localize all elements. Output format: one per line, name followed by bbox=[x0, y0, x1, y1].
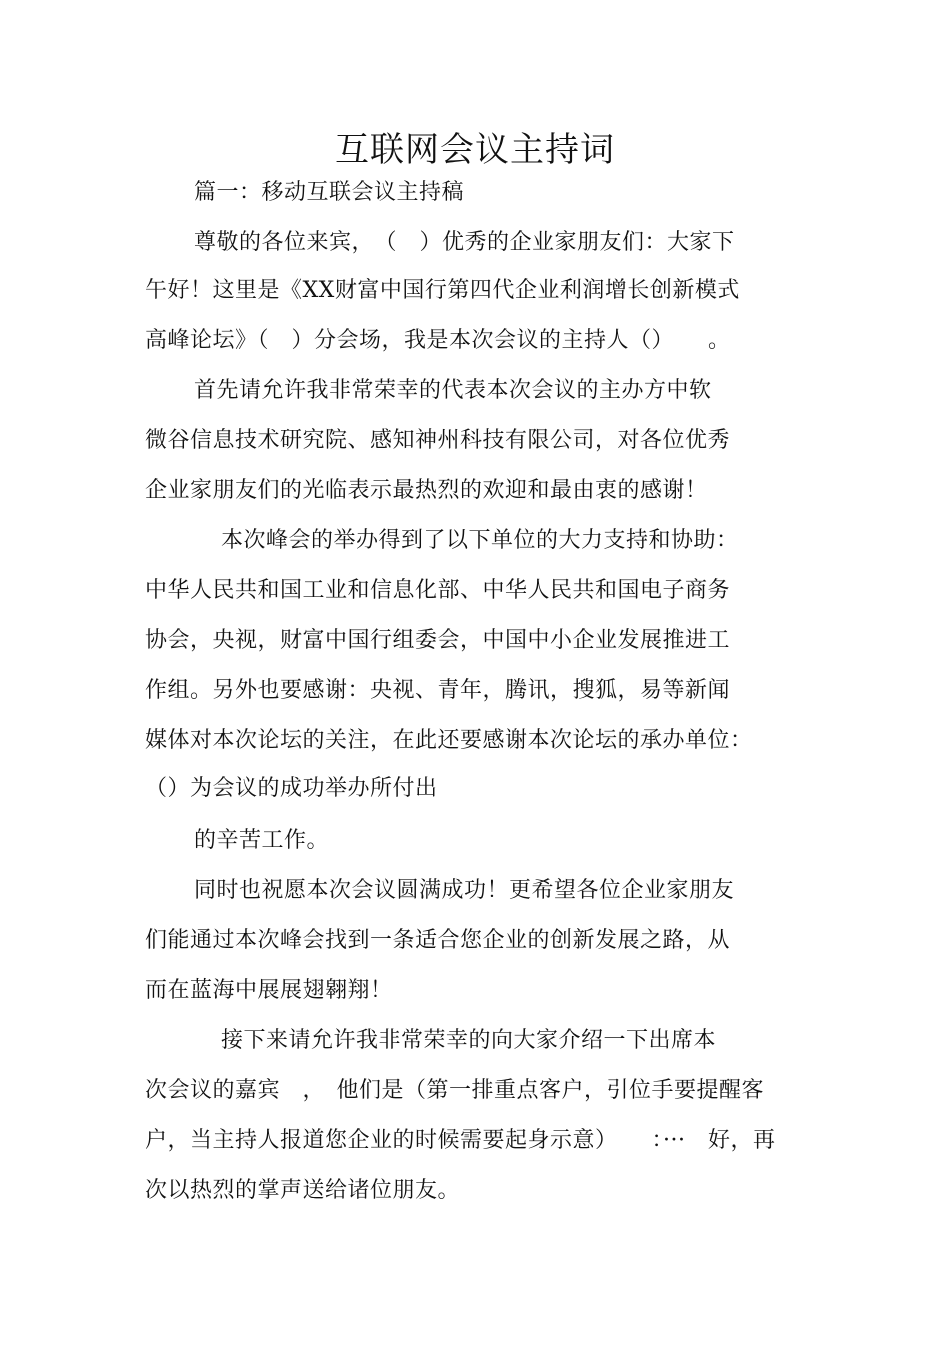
text-line: 次会议的嘉宾 ， 他们是（第一排重点客户，引位手要提醒客 bbox=[145, 1078, 765, 1103]
text-line: 户，当主持人报道您企业的时候需要起身示意） ：··· 好，再 bbox=[145, 1128, 776, 1153]
text-line: 本次峰会的举办得到了以下单位的大力支持和协助： bbox=[221, 528, 739, 553]
text-line: 高峰论坛》（ ）分会场，我是本次会议的主持人（） 。 bbox=[145, 328, 731, 353]
text-line: 同时也祝愿本次会议圆满成功！更希望各位企业家朋友 bbox=[194, 878, 735, 903]
text-line: 的辛苦工作。 bbox=[194, 828, 330, 853]
text-line: 接下来请允许我非常荣幸的向大家介绍一下出席本 bbox=[221, 1028, 717, 1053]
text-line: 首先请允许我非常荣幸的代表本次会议的主办方中软 bbox=[194, 378, 712, 403]
text-line: （）为会议的成功举办所付出 bbox=[145, 776, 438, 801]
text-line: 们能通过本次峰会找到一条适合您企业的创新发展之路，从 bbox=[145, 928, 731, 953]
text-line: 午好！这里是《XX财富中国行第四代企业利润增长创新模式 bbox=[145, 278, 740, 303]
text-line: 而在蓝海中展展翅翱翔！ bbox=[145, 978, 393, 1003]
text-line: 尊敬的各位来宾， （ ）优秀的企业家朋友们：大家下 bbox=[194, 230, 735, 255]
document-subtitle: 篇一：移动互联会议主持稿 bbox=[194, 180, 465, 205]
text-line: 作组。另外也要感谢：央视、青年，腾讯，搜狐，易等新闻 bbox=[145, 678, 731, 703]
text-line: 协会，央视，财富中国行组委会，中国中小企业发展推进工 bbox=[145, 628, 731, 653]
text-line: 次以热烈的掌声送给诸位朋友。 bbox=[145, 1178, 461, 1203]
text-line: 微谷信息技术研究院、感知神州科技有限公司，对各位优秀 bbox=[145, 428, 731, 453]
text-line: 媒体对本次论坛的关注，在此还要感谢本次论坛的承办单位： bbox=[145, 728, 753, 753]
text-line: 中华人民共和国工业和信息化部、中华人民共和国电子商务 bbox=[145, 578, 731, 603]
text-line: 企业家朋友们的光临表示最热烈的欢迎和最由衷的感谢！ bbox=[145, 478, 708, 503]
document-title: 互联网会议主持词 bbox=[335, 130, 615, 170]
